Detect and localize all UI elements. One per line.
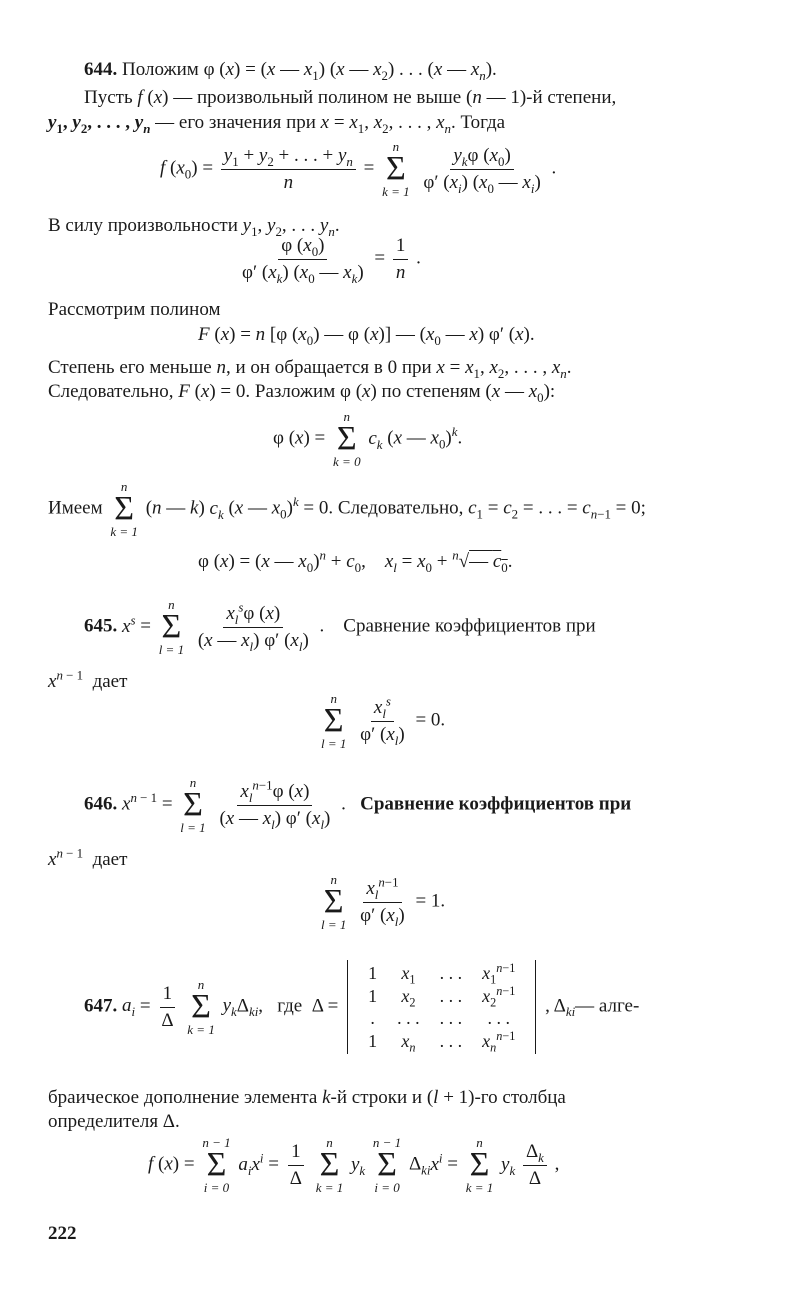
text: , и он обращается в 0 при <box>225 357 432 378</box>
text: Имеем <box>48 497 103 519</box>
formula-646-result: n Σ l = 1 $\frac{x_l^{n-1}}{\varphi' (x_l)}$ = 1. <box>321 872 446 933</box>
problem-646-line-2: $x^{n - 1}$ дает <box>48 845 128 870</box>
text: определителя Δ. <box>48 1111 180 1132</box>
problem-646-line-1: 646. $x^{n - 1}$ = n Σ l = 1 $\frac{x_l^{n-1}\varphi (x)}{(x — x_l) \varphi' (x_l)}$ . Сравнение коэффициентов при <box>84 775 632 836</box>
problem-number: 645. <box>84 615 118 637</box>
text: Сравнение коэффициентов при <box>343 615 596 637</box>
text: — алге- <box>575 995 640 1017</box>
text: Разложим <box>254 381 336 402</box>
problem-number: 646. <box>84 793 118 815</box>
problem-644-line-9: Степень его меньше n, и он обращается в 0 при $x = x_1$, $x_2$, . . . , $x_n$. <box>48 357 572 381</box>
text: Тогда <box>460 112 506 133</box>
formula-phi-result: φ (x) = (x — $x_0)^n + c_0$, $x_l = x_0$ + $^n$√— $c_0$. <box>198 547 513 575</box>
text: Степень его меньше <box>48 357 212 378</box>
determinant: 1 $x_1$ . . . $x_1^{n-1}$ 1 $x_2$ . . . $x_2^{n-1}$ . . . . . . . . . . 1 $x_n$ . . . $x_n^{n-1}$ <box>347 960 536 1054</box>
text: Положим <box>122 59 199 80</box>
problem-647-line-1: 647. $a_i$ = $\frac{1}{\Delta}$ n Σ k = 1 $y_k\Delta_{ki}$, где Δ = 1 $x_1$ . . . $x_1^{n-1}$ 1 $x_2$ . . . $x_2^{n-1}$ . . . . . . . . . . 1 $x_n$ . . . $x_n^{n-1}$ , $\Delta_{ki}—$ алге- <box>84 961 640 1055</box>
text: Сравнение коэффициентов при <box>360 793 632 815</box>
problem-647-line-2: браическое дополнение элемента k-й строки и (l + 1)-го столбца <box>48 1087 566 1108</box>
text: -й степени, <box>526 87 617 108</box>
text: -го столбца <box>474 1087 566 1108</box>
text: Рассмотрим полином <box>48 299 221 320</box>
problem-number: 647. <box>84 995 118 1017</box>
text: Следовательно, <box>48 381 174 402</box>
problem-644-line-3: $y_1$, $y_2$, . . . , $y_n$ — его значения при $x = x_1$, $x_2$, . . . , $x_n$. Тогда <box>48 112 506 136</box>
text: Следовательно, <box>337 497 464 519</box>
problem-644-line-12: Имеем n Σ k = 1 (n — k) $c_k$ (x — $x_0)^k = 0$. Следовательно, $c_1 = c_2$ = . . . = $c_{n-1} = 0$; <box>48 479 646 540</box>
text: В силу произвольности <box>48 215 238 236</box>
formula-phi-expansion: φ (x) = n Σ k = 0 $c_k$ (x — $x_0)^k$. <box>273 409 463 470</box>
problem-644-line-5: В силу произвольности $y_1$, $y_2$, . . . $y_n$. <box>48 215 340 239</box>
formula-F: F (x) = n [φ $(x_0)$ — φ (x)] — ($x_0$ — x) φ′ (x). <box>198 324 535 348</box>
text: по степеням <box>381 381 481 402</box>
text: — его значения при <box>155 112 316 133</box>
text: -й строки и <box>330 1087 423 1108</box>
problem-number: 644. <box>84 59 118 80</box>
problem-647-line-3 <box>48 1110 180 1134</box>
formula-f-x0: f $(x_0)$ = $\frac{y_1 + y_2 + . . . + y_n}{n}$ = n Σ k = 1 $\frac{y_k\varphi (x_0)}{\varphi' (x_i) (x_0 — x_i)}$ . <box>160 139 557 200</box>
problem-644-line-2: Пусть f (x) — произвольный полином не выше (n — 1)-й степени, <box>84 87 617 108</box>
text: где <box>277 995 303 1017</box>
text: — произвольный полином не выше <box>173 87 462 108</box>
problem-644-line-1: 644. Положим φ (x) = (x — $x_1$) (x — $x_2$) . . . (x — $x_n$). <box>84 59 497 83</box>
text: Пусть <box>84 87 133 108</box>
formula-ratio: $\frac{\varphi (x_0)}{\varphi' (x_k) (x_0 — x_k)}$ = $\frac{1}{n}$ . <box>242 235 421 286</box>
text: браическое дополнение элемента <box>48 1087 318 1108</box>
problem-645-line-1: 645. $x^s$ = n Σ l = 1 $\frac{x_l^s\varphi (x)}{(x — x_l) \varphi' (x_l)}$ . Сравнение коэффициентов при <box>84 597 596 658</box>
text: дает <box>92 671 128 692</box>
problem-644-line-10: Следовательно, F (x) = 0. Разложим φ (x) по степеням (x — $x_0$): <box>48 381 556 405</box>
formula-645-result: n Σ l = 1 $\frac{x_l^s}{\varphi' (x_l)}$ = 0. <box>321 691 446 752</box>
formula-647-result: f (x) = n − 1 Σ i = 0 $a_ix^i$ = $\frac{1}{\Delta}$ n Σ k = 1 $y_k$ n − 1 Σ i = 0 $\Delta_{ki}x^i$ = n Σ k = 1 $y_k$ $\frac{\Delta_k}{\Delta}$ , <box>148 1135 560 1196</box>
problem-645-line-2: $x^{n - 1}$ дает <box>48 667 128 692</box>
text: дает <box>92 849 128 870</box>
page-number: 222 <box>48 1223 77 1244</box>
problem-644-line-7 <box>48 298 221 322</box>
